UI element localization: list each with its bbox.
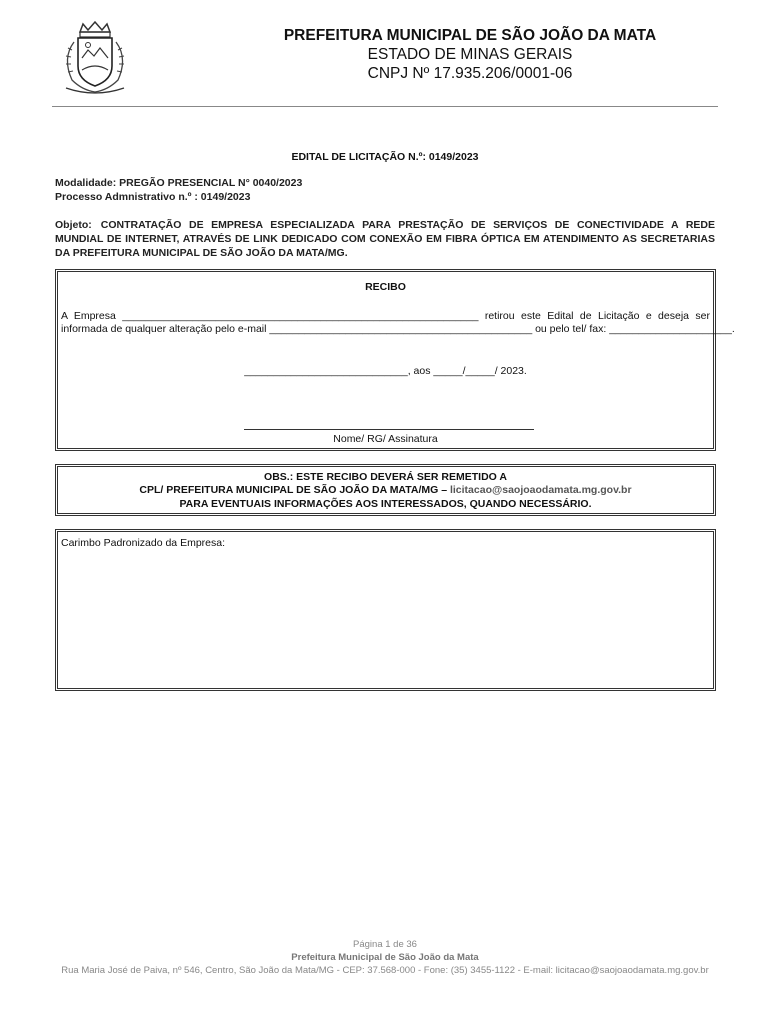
recibo-title: RECIBO xyxy=(365,281,406,293)
municipal-crest-logo xyxy=(52,18,138,98)
edital-number: EDITAL DE LICITAÇÃO N.º: 0149/2023 xyxy=(291,151,479,163)
modalidade: Modalidade: PREGÃO PRESENCIAL N° 0040/2023 xyxy=(55,177,303,189)
header-state: ESTADO DE MINAS GERAIS xyxy=(367,46,573,63)
objeto-paragraph xyxy=(55,218,715,260)
processo: Processo Admnistrativo n.º : 0149/2023 xyxy=(55,191,251,203)
recibo-date-line: ____________________________, aos _____/_____/ 2023. xyxy=(244,365,527,377)
objeto-text: CONTRATAÇÃO DE EMPRESA ESPECIALIZADA PARA PRESTAÇÃO DE SERVIÇOS DE CONECTIVIDADE A REDE MUNDIAL DE INTERNET, ATRAVÉS DE LINK DEDICADO COM CONEXÃO EM FIBRA ÓPTICA EM ATENDIMENTO AS SECRETARIAS DA PREFEITURA MUNICIPAL DE SÃO JOÃO DA MATA/MG. xyxy=(55,219,715,259)
signature-line xyxy=(244,429,534,430)
recibo-line-2: informada de qualquer alteração pelo e-mail _____________________________________________ ou pelo tel/ fax: _____________________. xyxy=(61,323,735,335)
obs-line-2 xyxy=(58,484,713,496)
recibo-box xyxy=(55,269,735,451)
footer-page-number: Página 1 de 36 xyxy=(353,939,417,950)
obs-line-2-prefix: CPL/ PREFEITURA MUNICIPAL DE SÃO JOÃO DA MATA/MG – xyxy=(139,484,450,496)
obs-email-link[interactable]: licitacao@saojoaodamata.mg.gov.br xyxy=(449,484,632,496)
signature-label: Nome/ RG/ Assinatura xyxy=(333,433,438,445)
obs-box xyxy=(55,464,716,516)
obs-line-3: PARA EVENTUAIS INFORMAÇÕES AOS INTERESSADOS, QUANDO NECESSÁRIO. xyxy=(179,498,592,510)
objeto-label: Objeto: xyxy=(55,219,92,231)
obs-line-1: OBS.: ESTE RECIBO DEVERÁ SER REMETIDO A xyxy=(264,471,507,483)
header-title: PREFEITURA MUNICIPAL DE SÃO JOÃO DA MATA xyxy=(283,27,657,44)
carimbo-box xyxy=(55,529,716,691)
footer-address: Rua Maria José de Paiva, nº 546, Centro, São João da Mata/MG - CEP: 37.568-000 - Fone: (35) 3455-1122 - E-mail: licitacao@saojoaodamata.mg.gov.br xyxy=(61,965,709,976)
header-divider xyxy=(52,106,718,107)
carimbo-label: Carimbo Padronizado da Empresa: xyxy=(61,537,226,549)
recibo-line-1: A Empresa _____________________________________________________________ retirou este Edital de Licitação e deseja ser xyxy=(61,310,710,322)
footer-entity: Prefeitura Municipal de São João da Mata xyxy=(291,952,479,963)
header-cnpj: CNPJ Nº 17.935.206/0001-06 xyxy=(367,65,573,82)
